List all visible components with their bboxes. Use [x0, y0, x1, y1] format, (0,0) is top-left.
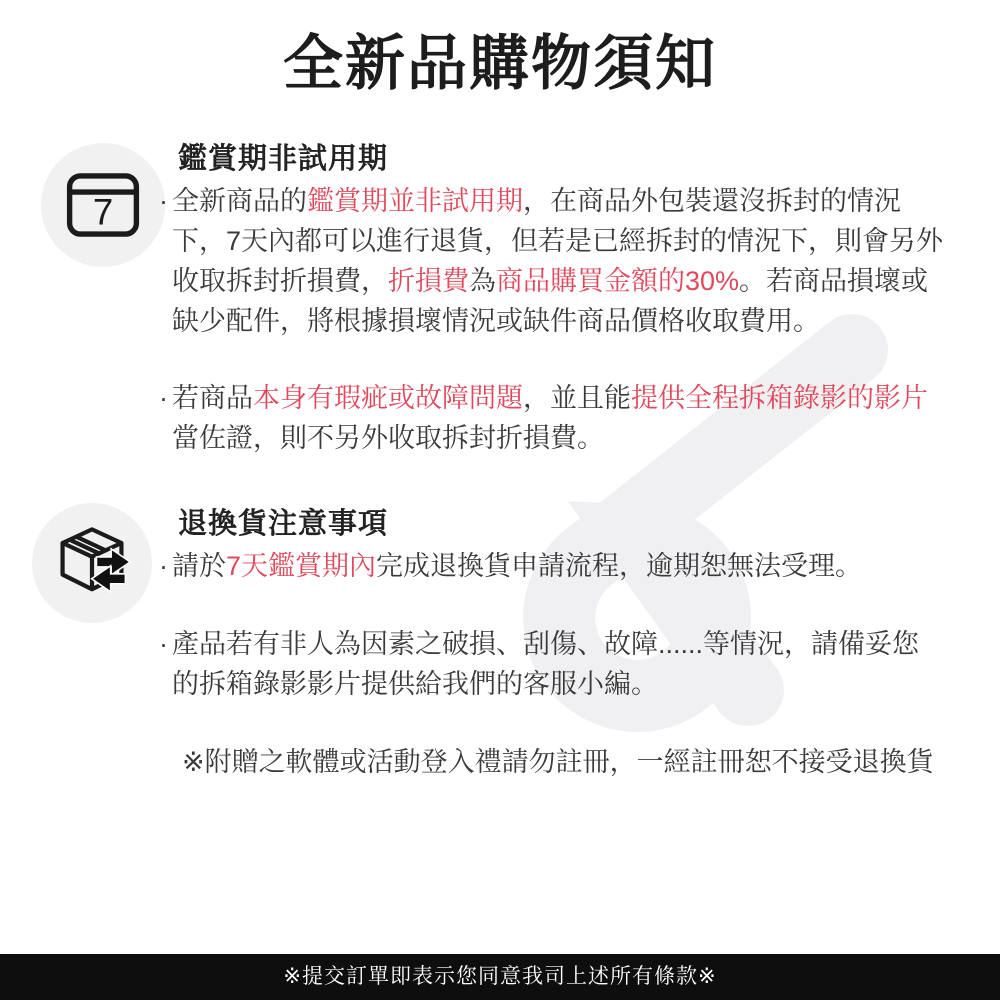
paragraph-damage-video-proof	[159, 624, 943, 704]
calendar-day-number: 7	[92, 191, 114, 233]
footer-bar	[0, 954, 1000, 1000]
page-title: 全新品購物須知	[283, 30, 717, 97]
bullet-dot: ·	[159, 629, 168, 659]
bullet-dot: ·	[159, 551, 168, 581]
section-return-paragraphs	[159, 546, 943, 782]
calendar-7-icon	[61, 163, 145, 247]
paragraph-text: 若商品本身有瑕疵或故障問題，並且能提供全程拆箱錄影的影片當佐證，則不另外收取拆封折損費。	[172, 383, 928, 453]
footer-terms-text: ※提交訂單即表示您同意我司上述所有條款※	[283, 965, 717, 988]
paragraph-unsealed-return-policy	[159, 181, 943, 341]
box-exchange-icon	[32, 503, 152, 623]
software-registration-note: ※附贈之軟體或活動登入禮請勿註冊，一經註冊恕不接受退換貨	[182, 747, 934, 777]
section-heading-return-exchange: 退換貨注意事項	[178, 508, 389, 540]
paragraph-text: 產品若有非人為因素之破損、刮傷、故障......等情況，請備妥您的拆箱錄影影片提供給我們的客服小編。	[172, 629, 920, 699]
section-heading-appreciation-period: 鑑賞期非試用期	[178, 143, 389, 175]
calendar-icon	[41, 143, 165, 267]
section-appreciation-paragraphs	[159, 181, 943, 495]
paragraph-text: 全新商品的鑑賞期並非試用期，在商品外包裝還沒拆封的情況下，7天內都可以進行退貨，但若是已經拆封的情況下，則會另外收取拆封折損費，折損費為商品購買金額的30%。若商品損壞或缺少配件，將根據損壞情況或缺件商品價格收取費用。	[172, 186, 944, 336]
bullet-dot: ·	[159, 186, 168, 216]
paragraph-defective-product	[159, 378, 943, 458]
bullet-dot: ·	[159, 383, 168, 413]
paragraph-return-deadline	[159, 546, 943, 586]
shipping-box-swap-icon	[51, 522, 133, 604]
paragraph-text: 請於7天鑑賞期內完成退換貨申請流程，逾期恕無法受理。	[172, 551, 863, 581]
